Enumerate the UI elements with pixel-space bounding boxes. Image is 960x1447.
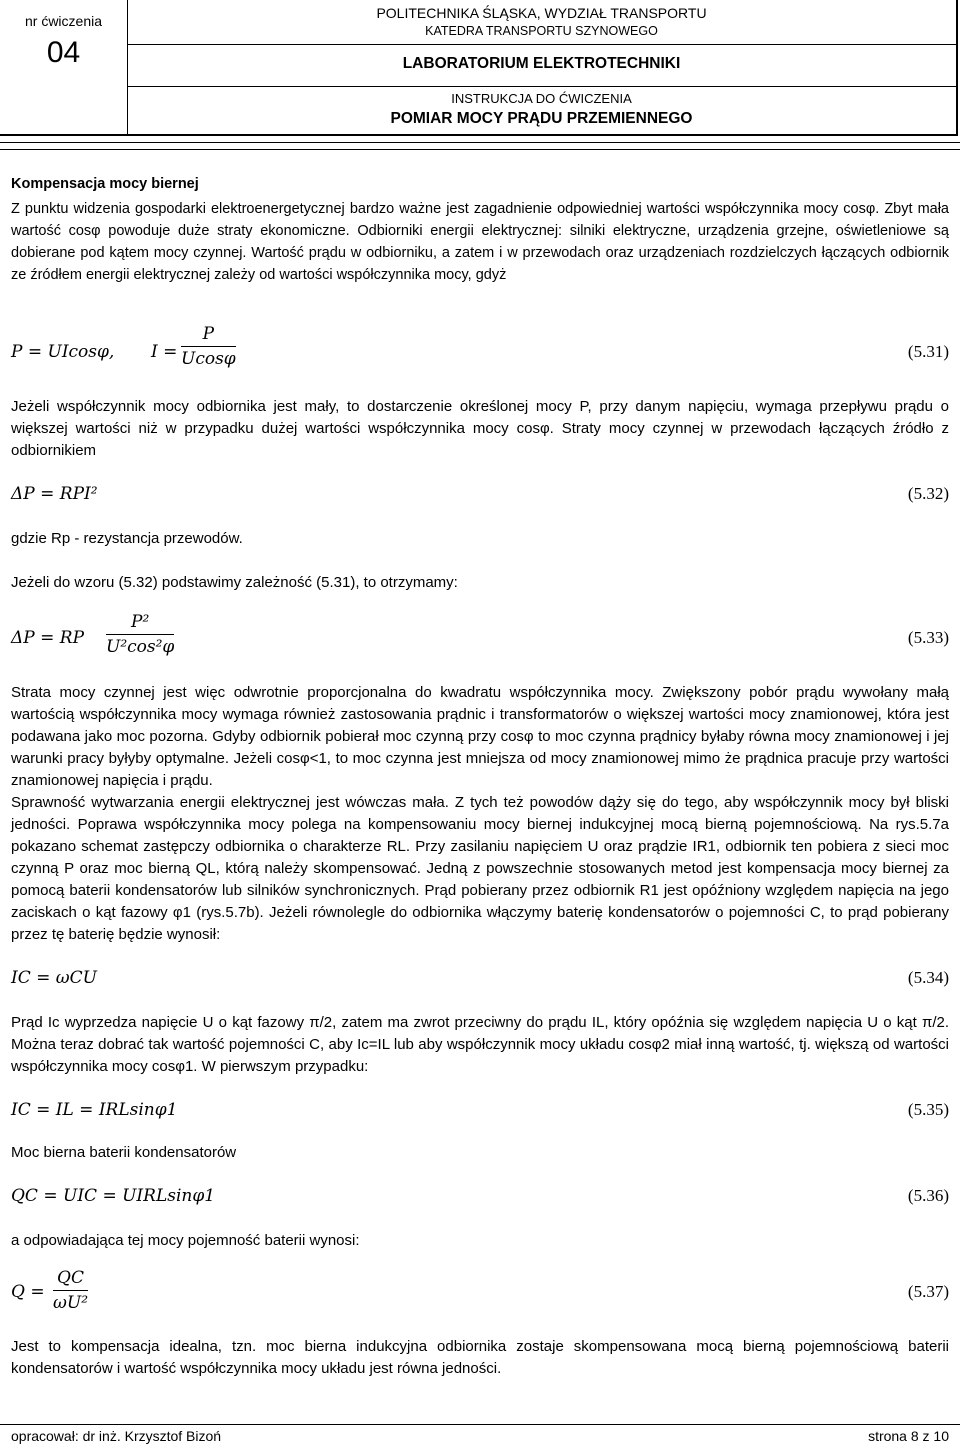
equation-5-34: IC = ωCU <box>11 968 97 988</box>
paragraph: Strata mocy czynnej jest więc odwrotnie proporcjonalna do kwadratu współczynnika mocy. Zwiększony pobór prądu wywołany małą wartością współczynnika mocy wymaga również zastosowania prądnic i transformatorów o większej wartości mocy znamionowej, która jest podawana jako moc pozorna. Gdyby odbiornik pobierał moc czynną przy cosφ to moc czynna prądnicy byłaby równa mocy znamionowej i jej warunki pracy byłyby optymalne. Jeżeli cosφ<1, to moc czynna jest mniejsza od mocy znamionowej mimo że prądnica pracuje przy wartości znamionowej napięcia i prądu. <box>11 684 949 789</box>
paragraph: Jeżeli do wzoru (5.32) podstawimy zależność (5.31), to otrzymamy: <box>11 574 458 591</box>
equation-5-37-fraction <box>53 1268 88 1313</box>
exercise-label: nr ćwiczenia <box>24 13 103 29</box>
fraction-denominator: U²cos²φ <box>106 637 175 657</box>
equation-5-33-lhs: ΔP = RP <box>11 628 85 648</box>
fraction-numerator: P² <box>131 612 150 632</box>
paragraph: Z punktu widzenia gospodarki elektroenergetycznej bardzo ważne jest zagadnienie odpowiedniej wartości współczynnika mocy cosφ. Zbyt mała wartość cosφ powoduje duże straty ekonomiczne. Odbiorniki energii elektrycznej: silniki elektryczne, urządzenia grzejne, oświetleniowe są dobierane pod kątem mocy czynnej. Wartość prądu w odbiorniku, a zatem i w przewodach oraz urządzeniach rozdzielczych łączących odbiornik ze źródłem energii elektrycznej zależy od wartości współczynnika mocy, gdyż <box>11 201 949 283</box>
paragraph: Jest to kompensacja idealna, tzn. moc bierna indukcyjna odbiornika zostaje skompensowana mocą bierną pojemnościową baterii kondensatorów i wartość współczynnika mocy układu jest równa jedności. <box>11 1338 949 1377</box>
equation-5-32: ΔP = RPI² <box>11 484 98 504</box>
institution-name: POLITECHNIKA ŚLĄSKA, WYDZIAŁ TRANSPORTU <box>376 5 707 21</box>
header-row-line <box>127 86 956 87</box>
equation-5-35: IC = IL = IRLsinφ1 <box>11 1100 178 1120</box>
fraction-bar <box>53 1290 88 1291</box>
paragraph: Moc bierna baterii kondensatorów <box>11 1144 237 1161</box>
equation-5-37-lhs: Q = <box>11 1282 45 1302</box>
section-title: Kompensacja mocy biernej <box>11 176 199 192</box>
fraction-denominator: ωU² <box>53 1293 89 1313</box>
equation-number: (5.37) <box>907 1282 949 1301</box>
equation-5-31-a: P = UIcosφ, <box>11 342 115 362</box>
equation-5-33-fraction <box>106 612 174 657</box>
equation-5-36: QC = UIC = UIRLsinφ1 <box>11 1186 216 1206</box>
footer-rule <box>0 1424 960 1425</box>
instruction-label: INSTRUKCJA DO ĆWICZENIA <box>451 91 632 106</box>
document-header <box>0 0 960 143</box>
header-outer-line <box>0 142 960 143</box>
fraction-numerator: QC <box>57 1268 84 1288</box>
equation-number: (5.36) <box>907 1186 949 1205</box>
lab-name: LABORATORIUM ELEKTROTECHNIKI <box>402 55 681 72</box>
equation-number: (5.31) <box>907 342 949 361</box>
equation-5-31-lhs: I = <box>151 342 178 362</box>
fraction-denominator: Ucosφ <box>181 349 236 369</box>
paragraph: a odpowiadająca tej mocy pojemność baterii wynosi: <box>11 1232 360 1249</box>
paragraph: gdzie Rp - rezystancja przewodów. <box>11 530 243 547</box>
page-rule <box>0 149 960 150</box>
exercise-number: 04 <box>46 36 81 69</box>
fraction-bar <box>106 634 174 635</box>
paragraph: Prąd Ic wyprzedza napięcie U o kąt fazowy π/2, zatem ma zwrot przeciwny do prądu IL, który opóźnia się względem napięcia U o kąt π/2. Można teraz dobrać tak wartość pojemności C, aby Ic=IL lub aby współczynnik mocy układu cosφ2 miał inną wartość, tj. większą od wartości współczynnika mocy cosφ1. W pierwszym przypadku: <box>11 1014 949 1075</box>
equation-number: (5.34) <box>907 968 949 987</box>
equation-number: (5.33) <box>907 628 949 647</box>
header-row-line <box>127 44 956 45</box>
paragraph: Jeżeli współczynnik mocy odbiornika jest mały, to dostarczenie określonej mocy P, przy danym napięciu, wymaga przepływu prądu o większej wartości niż w przypadku dużej wartości współczynnika mocy cosφ. Straty mocy czynnej w przewodach łączących źródło z odbiornikiem <box>11 398 949 459</box>
equation-number: (5.35) <box>907 1100 949 1119</box>
fraction-bar <box>181 346 236 347</box>
exercise-title: POMIAR MOCY PRĄDU PRZEMIENNEGO <box>390 110 693 127</box>
department-name: KATEDRA TRANSPORTU SZYNOWEGO <box>425 24 658 38</box>
footer-author: opracował: dr inż. Krzysztof Bizoń <box>11 1428 222 1444</box>
equation-number: (5.32) <box>907 484 949 503</box>
equation-5-31-fraction <box>181 324 236 369</box>
fraction-numerator: P <box>202 324 215 344</box>
footer-page-number: strona 8 z 10 <box>868 1428 949 1444</box>
paragraph: Sprawność wytwarzania energii elektrycznej jest wówczas mała. Z tych też powodów dąży się do tego, aby współczynnik mocy był bliski jedności. Poprawa współczynnika mocy polega na kompensowaniu mocy biernej indukcyjnej mocą bierną pojemnościową. Na rys.5.7a pokazano schemat zastępczy odbiornika o charakterze RL. Przy zasilaniu napięciem U oraz prądzie IR1, odbiornik ten pobiera z sieci moc czynną P oraz moc bierną QL, którą należy skompensować. Jedną z powszechnie stosowanych metod jest kompensacja mocy biernej za pomocą baterii kondensatorów lub silników synchronicznych. Prąd pobierany przez odbiornik R1 jest opóźniony względem napięcia na jego zaciskach o kąt fazowy φ1 (rys.5.7b). Jeżeli równolegle do odbiornika włączymy baterię kondensatorów o pojemności C, to prąd pobierany przez tę baterię będzie wynosił: <box>11 794 949 943</box>
